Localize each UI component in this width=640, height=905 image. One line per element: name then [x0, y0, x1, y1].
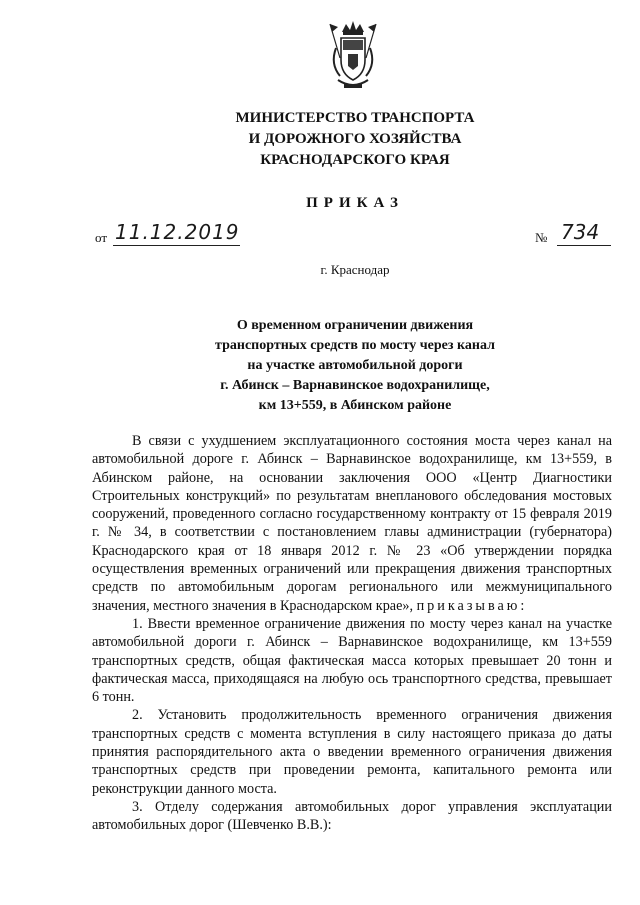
title-line-4: г. Абинск – Варнавинское водохранилище,	[220, 378, 490, 393]
order-word: приказываю:	[416, 597, 528, 614]
title-line-2: транспортных средств по мосту через канал	[215, 338, 495, 353]
order-date-field	[95, 222, 240, 248]
ministry-line-2: И ДОРОЖНОГО ХОЗЯЙСТВА	[248, 131, 462, 147]
title-line-3: на участке автомобильной дороги	[247, 358, 463, 373]
ministry-name	[0, 108, 640, 171]
item-3-paragraph: 3. Отделу содержания автомобильных дорог управления эксплуатации автомобильных дорог (Шевченко В.В.):	[92, 798, 612, 834]
title-line-1: О временном ограничении движения	[236, 318, 474, 333]
number-underline	[557, 245, 611, 246]
ministry-line-3: КРАСНОДАРСКОГО КРАЯ	[260, 152, 450, 168]
order-title	[0, 316, 640, 416]
title-line-5: км 13+559, в Абинском районе	[258, 398, 452, 413]
ministry-line-1: МИНИСТЕРСТВО ТРАНСПОРТА	[235, 110, 475, 126]
intro-text: В связи с ухудшением эксплуатационного состояния моста через канал на автомобильной дороге г. Абинск – Варнавинское водохранилище, км 13+559, в Абинском районе, на основании заключения ООО «Центр Диагностики Строительных конструкций» по результатам внепланового обследования мостовых сооружений, проведенного согласно государственному контракту от 15 февраля 2019 г. № 34, в соответствии с постановлением главы администрации (губернатора) Краснодарского края от 18 января 2012 г. № 23 «Об утверждении порядка осуществления временных ограничений или прекращения движения транспортных средств по автомобильным дорогам регионального или межмуниципального значения, местного значения в Краснодарском крае»,	[92, 433, 612, 614]
date-prefix: от	[95, 230, 108, 245]
order-number-field	[535, 222, 611, 248]
date-underline	[113, 245, 240, 246]
item-1-paragraph: 1. Ввести временное ограничение движения по мосту через канал на участке автомобильной дороги г. Абинск – Варнавинское водохранилище, км 13+559 транспортных средств, общая фактическая масса которых превышает 20 тонн и фактическая масса, приходящаяся на любую ось транспортного средства, превышает 6 тонн.	[92, 615, 612, 706]
city-name: г. Краснодар	[320, 262, 390, 277]
order-date: 11.12.2019	[115, 220, 240, 244]
intro-paragraph	[92, 432, 612, 615]
order-body	[92, 432, 612, 835]
document-type: ПРИКАЗ	[306, 195, 404, 211]
number-sign: №	[535, 230, 548, 245]
item-2-paragraph: 2. Установить продолжительность временного ограничения движения транспортных средств с момента вступления в силу настоящего приказа до даты принятия распорядительного акта о введении временного ограничения движения транспортных средств при проведении ремонта, капитального ремонта или реконструкции данного моста.	[92, 707, 612, 797]
coat-of-arms-emblem	[322, 18, 384, 92]
order-number: 734	[561, 220, 600, 244]
